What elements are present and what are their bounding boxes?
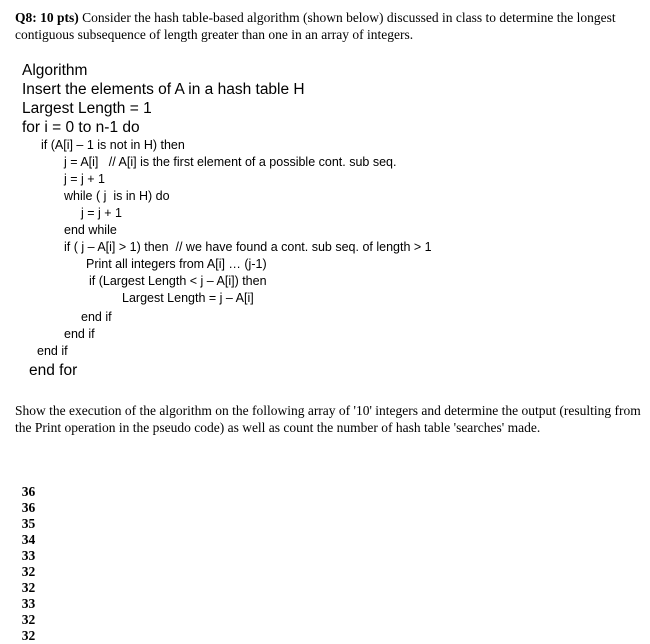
algo-line-while: while ( j is in H) do — [64, 189, 170, 203]
question-label: Q8: 10 pts) — [15, 10, 79, 25]
algo-line-end-if-inner: end if — [81, 310, 112, 324]
integer-array — [15, 468, 42, 644]
array-value: 36 — [21, 500, 36, 515]
algo-line-if-largest: if (Largest Length < j – A[i]) then — [89, 274, 267, 288]
algo-line-insert: Insert the elements of A in a hash table H — [22, 81, 305, 98]
algo-line-if-not-in-h: if (A[i] – 1 is not in H) then — [41, 138, 185, 152]
algo-line-if-length: if ( j – A[i] > 1) then // we have found a cont. sub seq. of length > 1 — [64, 240, 432, 254]
array-value: 33 — [21, 596, 36, 611]
algo-line-j-increment: j = j + 1 — [64, 172, 105, 186]
algo-line-end-if-outer: end if — [37, 344, 68, 358]
instructions-text: Show the execution of the algorithm on the following array of '10' integers and determine the output (resulting from the Print operation in the pseudo code) as well as count the number of hash table 'searches' made. — [15, 403, 641, 435]
array-value: 32 — [21, 580, 36, 595]
array-value: 33 — [21, 548, 36, 563]
algo-line-largest-init: Largest Length = 1 — [22, 100, 152, 117]
array-value: 32 — [21, 564, 36, 579]
algo-line-for: for i = 0 to n-1 do — [22, 119, 140, 136]
question-prompt — [15, 9, 640, 43]
array-value: 36 — [21, 484, 36, 499]
array-value: 35 — [21, 516, 36, 531]
algo-line-j-increment-2: j = j + 1 — [81, 206, 122, 220]
algo-line-end-for: end for — [29, 362, 78, 379]
array-value: 32 — [21, 628, 36, 643]
array-value: 34 — [21, 532, 36, 547]
algo-line-end-if-middle: end if — [64, 327, 95, 341]
algo-line-j-assign: j = A[i] // A[i] is the first element of a possible cont. sub seq. — [64, 155, 397, 169]
algo-line-end-while: end while — [64, 223, 117, 237]
algo-line-print: Print all integers from A[i] … (j-1) — [86, 257, 267, 271]
question-text: Consider the hash table-based algorithm (shown below) discussed in class to determine the longest contiguous subsequence of length greater than one in an array of integers. — [15, 10, 616, 42]
algo-line-largest-update: Largest Length = j – A[i] — [122, 291, 254, 305]
array-value: 32 — [21, 612, 36, 627]
algo-line-title: Algorithm — [22, 62, 88, 79]
